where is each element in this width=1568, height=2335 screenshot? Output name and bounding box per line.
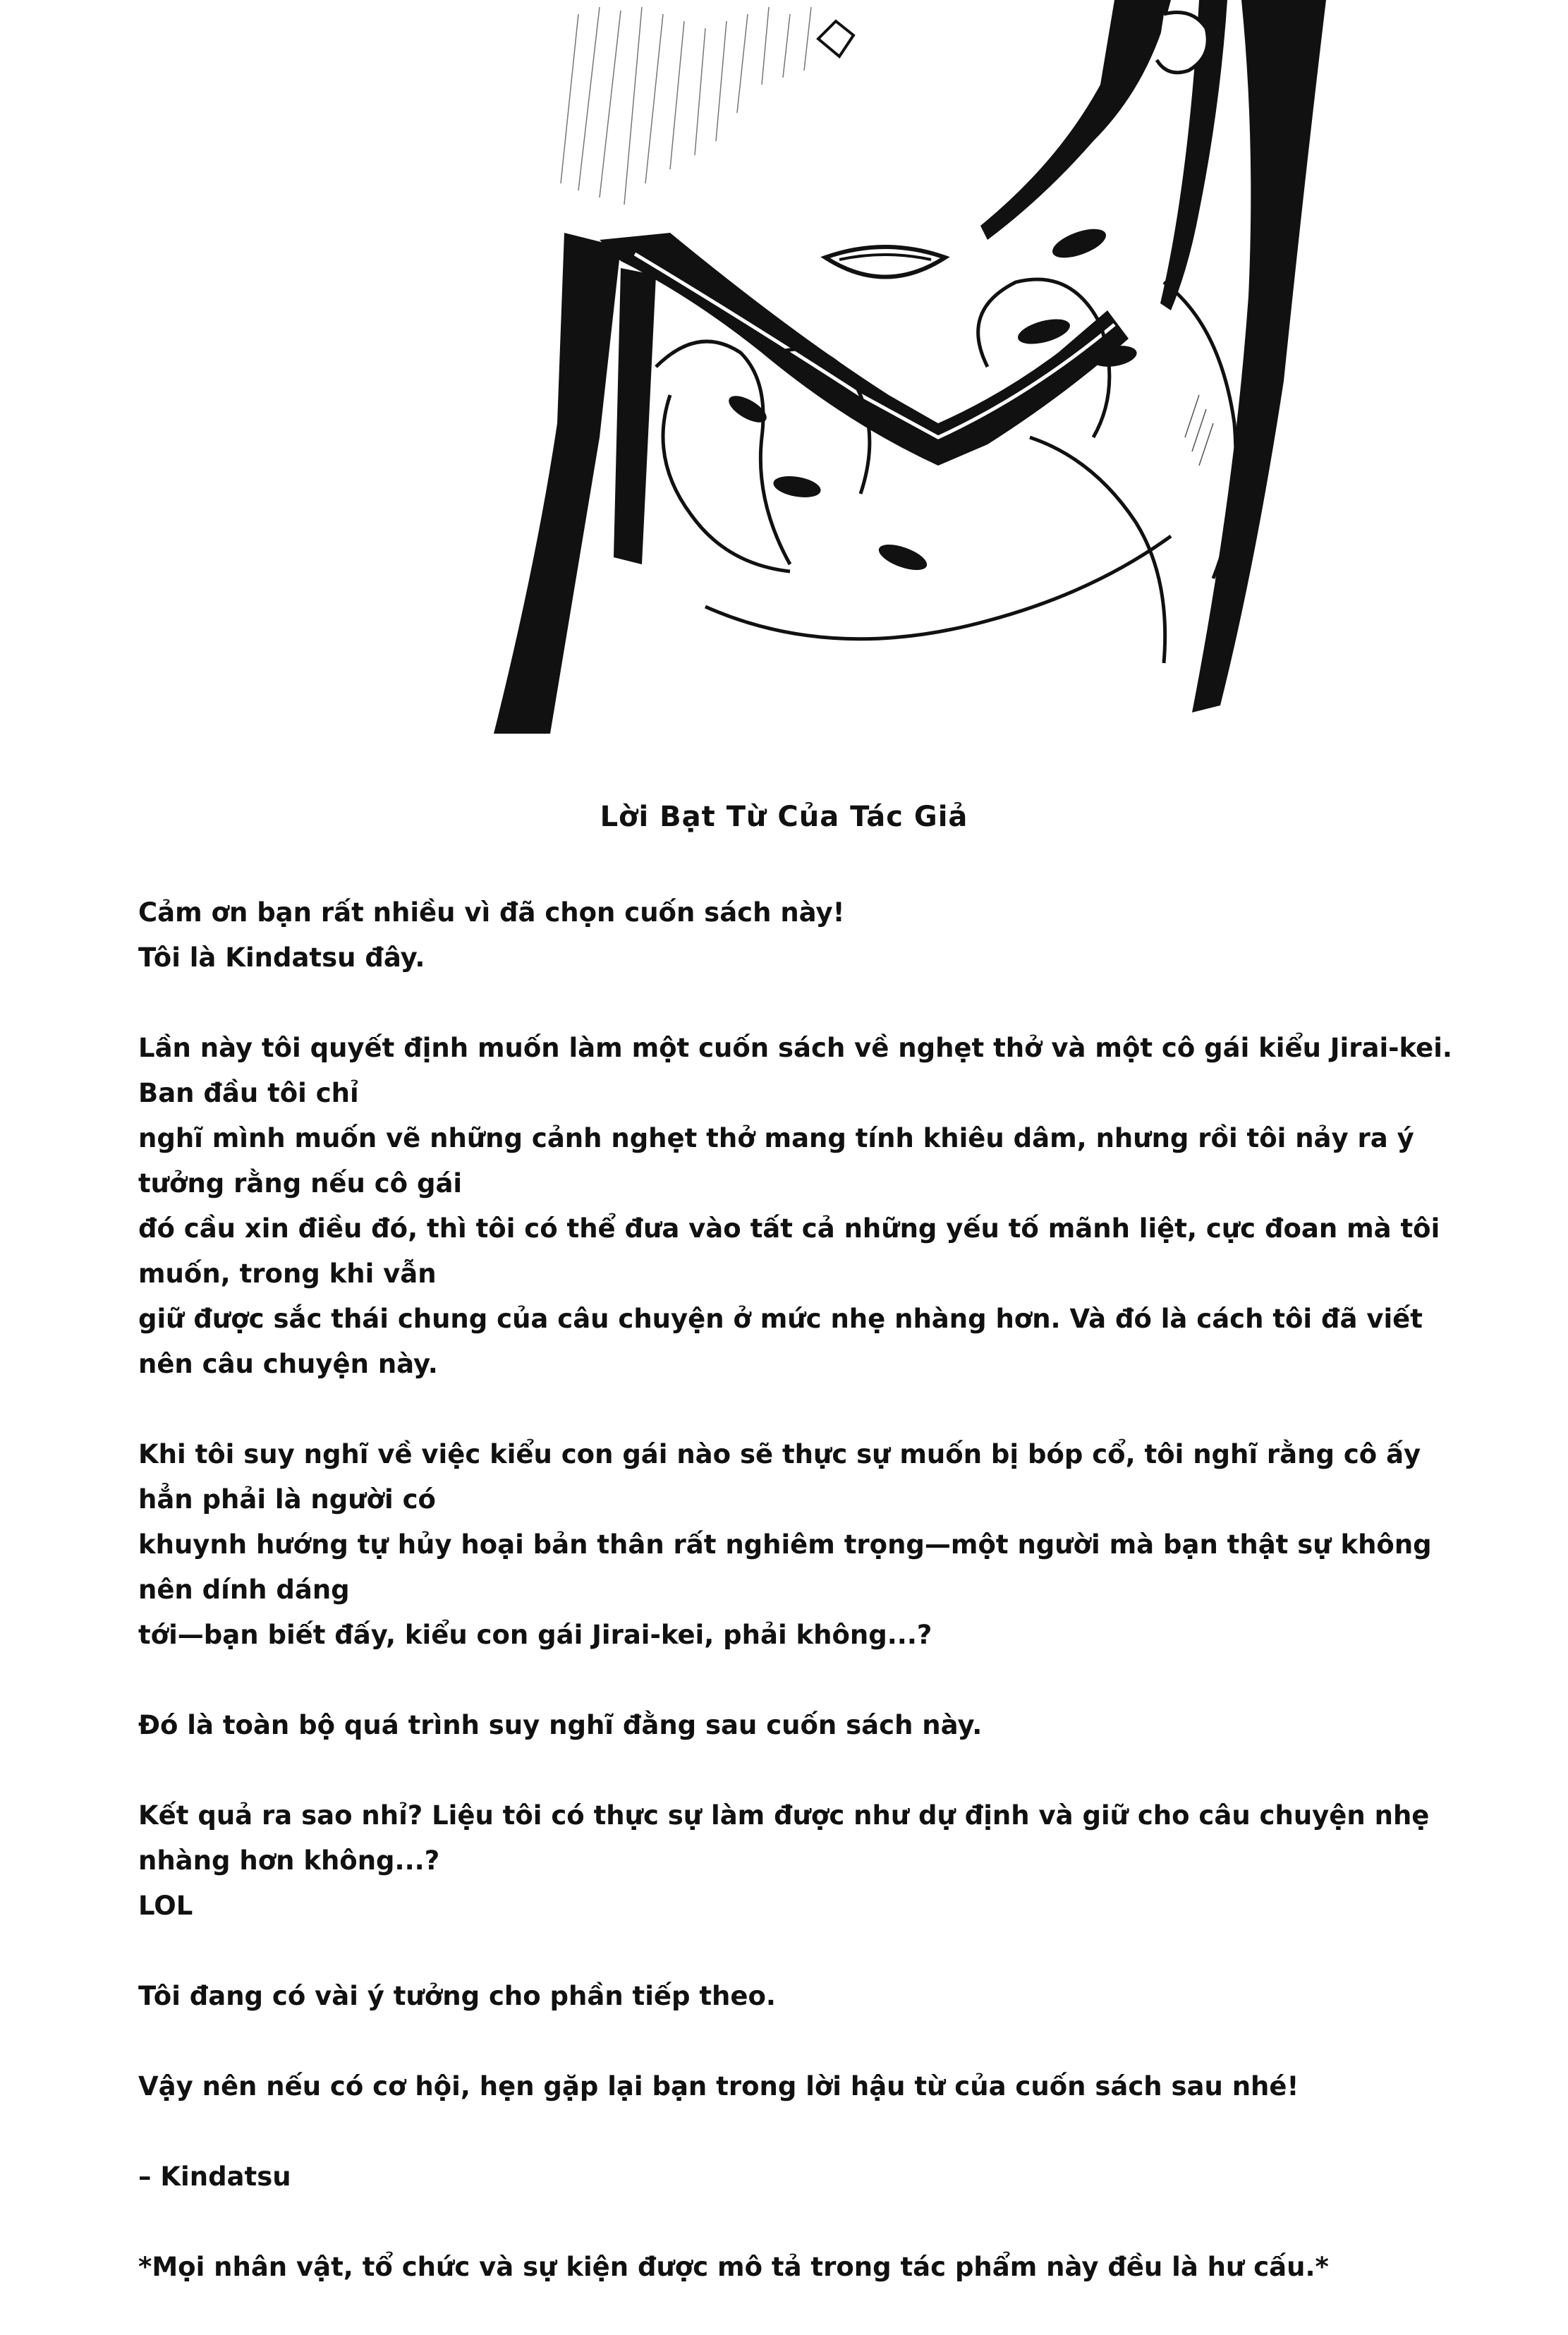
text-line: Tôi đang có vài ý tưởng cho phần tiếp theo. [138, 1981, 776, 2011]
paragraph [138, 1026, 1478, 1387]
text-line: Vậy nên nếu có cơ hội, hẹn gặp lại bạn trong lời hậu từ của cuốn sách sau nhé! [138, 2071, 1299, 2102]
text-line: Lần này tôi quyết định muốn làm một cuốn sách về nghẹt thở và một cô gái kiểu Jirai-kei. Ban đầu tôi chỉ [138, 1033, 1452, 1108]
text-line: Khi tôi suy nghĩ về việc kiểu con gái nào sẽ thực sự muốn bị bóp cổ, tôi nghĩ rằng cô ấy hẳn phải là người có [138, 1439, 1421, 1515]
text-line: khuynh hướng tự hủy hoại bản thân rất nghiêm trọng—một người mà bạn thật sự không nên dính dáng [138, 1529, 1432, 1605]
text-line: Cảm ơn bạn rất nhiều vì đã chọn cuốn sách này! [138, 897, 845, 928]
text-line: – Kindatsu [138, 2161, 291, 2192]
text-line: Đó là toàn bộ quá trình suy nghĩ đằng sau cuốn sách này. [138, 1710, 983, 1740]
signature [138, 2154, 1478, 2200]
text-line: Kết quả ra sao nhỉ? Liệu tôi có thực sự làm được như dự định và giữ cho câu chuyện nhẹ nhàng hơn không...? [138, 1800, 1430, 1876]
page-title: Lời Bạt Từ Của Tác Giả [600, 801, 968, 833]
afterword-body [138, 890, 1478, 2335]
disclaimer [138, 2245, 1478, 2290]
text-line: *Mọi nhân vật, tổ chức và sự kiện được mô tả trong tác phẩm này đều là hư cấu.* [138, 2252, 1329, 2282]
paragraph [138, 1793, 1478, 1929]
text-line: LOL [138, 1891, 193, 1921]
text-line: đó cầu xin điều đó, thì tôi có thể đưa vào tất cả những yếu tố mãnh liệt, cực đoan mà tôi muốn, trong khi vẫn [138, 1213, 1440, 1289]
text-line: nghĩ mình muốn vẽ những cảnh nghẹt thở mang tính khiêu dâm, nhưng rồi tôi nảy ra ý tưởng rằng nếu cô gái [138, 1123, 1414, 1199]
paragraph [138, 1703, 1478, 1748]
manga-illustration [494, 0, 1382, 748]
text-line: Tôi là Kindatsu đây. [138, 942, 425, 973]
text-line: tới—bạn biết đấy, kiểu con gái Jirai-kei, phải không...? [138, 1620, 932, 1650]
paragraph [138, 890, 1478, 981]
paragraph [138, 1974, 1478, 2019]
paragraph [138, 1432, 1478, 1658]
text-line: giữ được sắc thái chung của câu chuyện ở mức nhẹ nhàng hơn. Và đó là cách tôi đã viết nên câu chuyện này. [138, 1304, 1423, 1379]
paragraph [138, 2064, 1478, 2109]
